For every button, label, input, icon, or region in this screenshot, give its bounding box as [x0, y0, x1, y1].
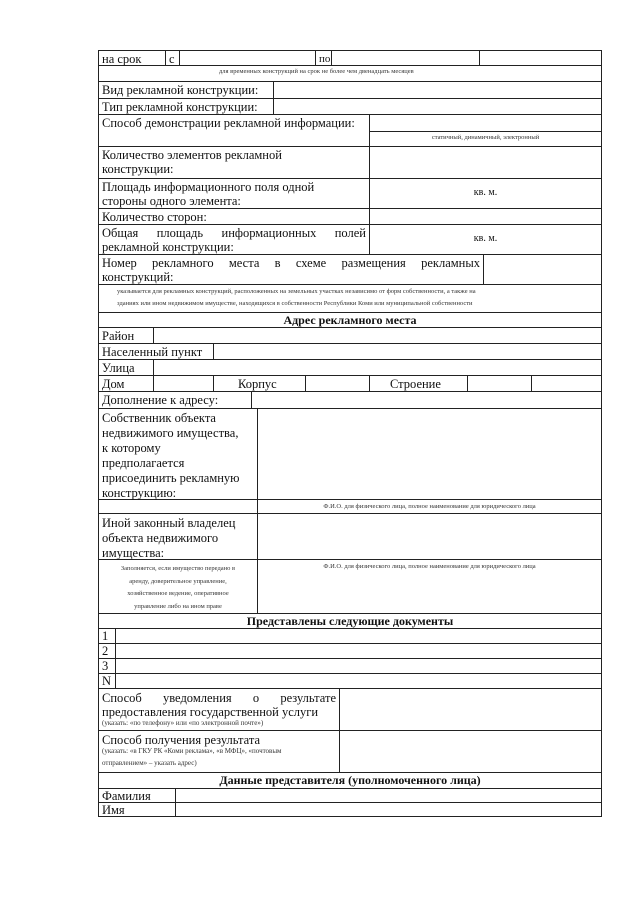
building-field[interactable] [467, 376, 531, 391]
documents-header-row [98, 614, 602, 629]
document-number: 1 [102, 629, 109, 643]
owner-label: Собственник объекта недвижимого имущества, к которому предполагается присоединить рекламную конструкцию: [102, 411, 240, 500]
notify-label: Способ уведомления о результате предоставления государственной услуги (указать: «по телефону» или «по электронной почте») [102, 691, 336, 727]
application-form [98, 50, 602, 817]
period-note-row [98, 66, 602, 82]
district-row [98, 328, 602, 344]
document-row [98, 659, 602, 674]
receive-field[interactable] [339, 731, 601, 772]
other-owner-note-row [98, 560, 602, 614]
other-owner-row [98, 514, 602, 560]
to-date-field[interactable] [331, 51, 479, 65]
owner-field[interactable] [257, 409, 601, 499]
scheme-note: указывается для рекламных конструкций, расположенных на земельных участках независимо от форм собственности, а также на зданиях или ином недвижимом имуществе, находящихся в собственности Республики Коми или муниципальной собственности [117, 288, 476, 307]
document-row [98, 644, 602, 659]
district-field[interactable] [153, 328, 601, 343]
locality-field[interactable] [213, 344, 601, 359]
address-extra-row [98, 392, 602, 409]
elements-row [98, 147, 602, 179]
document-field[interactable] [115, 644, 601, 658]
locality-label: Населенный пункт [102, 345, 203, 359]
sides-row [98, 209, 602, 225]
address-extra-field[interactable] [251, 392, 601, 408]
house-field[interactable] [153, 376, 213, 391]
demo-hint: статичный, динамичный, электронный [370, 131, 601, 142]
building-label: Строение [369, 376, 467, 391]
total-area-unit[interactable]: кв. м. [369, 225, 601, 254]
area-row [98, 179, 602, 209]
receive-row [98, 731, 602, 773]
document-number: 3 [102, 659, 109, 673]
district-label: Район [102, 329, 135, 343]
sides-field[interactable] [369, 209, 601, 224]
area-unit[interactable]: кв. м. [369, 179, 601, 208]
document-row [98, 629, 602, 644]
period-note: для временных конструкций на срок не более чем двенадцать месяцев [219, 68, 414, 75]
type-label: Тип рекламной конструкции: [102, 100, 258, 114]
document-field[interactable] [115, 659, 601, 673]
owner-hint-row [98, 500, 602, 514]
total-area-label: Общая площадь информационных полей рекламной конструкции: [102, 226, 366, 254]
total-area-row [98, 225, 602, 255]
period-extra-field[interactable] [479, 51, 601, 65]
receive-label: Способ получения результата (указать: «в ГКУ РК «Коми реклама», «в МФЦ», «почтовым отправлением» – указать адрес) [102, 733, 282, 767]
scheme-label: Номер рекламного места в схеме размещения рекламных конструкций: [102, 256, 480, 284]
document-row [98, 674, 602, 689]
area-label: Площадь информационного поля одной стороны одного элемента: [102, 180, 315, 208]
other-owner-field[interactable] [257, 514, 601, 559]
other-owner-note: Заполняется, если имущество передано в аренду, доверительное управление, хозяйственное ведение, оперативное управление либо на ином праве [120, 565, 236, 610]
kind-label: Вид рекламной конструкции: [102, 83, 259, 97]
demo-field[interactable] [369, 115, 601, 146]
kind-field[interactable] [273, 82, 601, 98]
address-header: Адрес рекламного места [283, 313, 417, 327]
surname-field[interactable] [175, 789, 601, 802]
period-label: на срок [102, 52, 142, 66]
notify-row [98, 689, 602, 731]
elements-field[interactable] [369, 147, 601, 178]
document-field[interactable] [115, 629, 601, 643]
owner-hint: Ф.И.О. для физического лица, полное наименование для юридического лица [257, 500, 601, 513]
street-field[interactable] [153, 360, 601, 375]
name-field[interactable] [175, 803, 601, 816]
name-label: Имя [102, 803, 125, 817]
surname-label: Фамилия [102, 789, 151, 803]
kind-row [98, 82, 602, 99]
block-field[interactable] [305, 376, 369, 391]
street-row [98, 360, 602, 376]
other-owner-hint: Ф.И.О. для физического лица, полное наименование для юридического лица [257, 560, 601, 613]
document-number: 2 [102, 644, 109, 658]
scheme-field[interactable] [483, 255, 601, 284]
from-date-field[interactable] [179, 51, 315, 65]
street-label: Улица [102, 361, 135, 375]
type-row [98, 99, 602, 115]
other-owner-label: Иной законный владелец объекта недвижимого имущества: [102, 516, 236, 560]
representative-header-row [98, 773, 602, 789]
demo-row [98, 115, 602, 147]
owner-row [98, 409, 602, 500]
representative-header: Данные представителя (уполномоченного лица) [219, 773, 481, 787]
to-label: по [315, 51, 331, 65]
document-number: N [102, 674, 112, 688]
surname-row [98, 789, 602, 803]
scheme-row [98, 255, 602, 285]
period-row [98, 50, 602, 66]
document-field[interactable] [115, 674, 601, 688]
block-label: Корпус [213, 376, 305, 391]
address-extra-cell[interactable] [531, 376, 601, 391]
notify-field[interactable] [339, 689, 601, 730]
address-extra-label: Дополнение к адресу: [102, 393, 219, 407]
elements-label: Количество элементов рекламной конструкции: [102, 148, 282, 176]
sides-label: Количество сторон: [102, 210, 207, 224]
scheme-note-row [98, 285, 602, 313]
from-label: с [165, 51, 179, 65]
demo-label: Способ демонстрации рекламной информации: [102, 116, 355, 130]
house-row [98, 376, 602, 392]
locality-row [98, 344, 602, 360]
name-row [98, 803, 602, 817]
type-field[interactable] [273, 99, 601, 114]
address-header-row [98, 313, 602, 328]
house-label: Дом [102, 377, 125, 391]
documents-header: Представлены следующие документы [246, 614, 454, 628]
